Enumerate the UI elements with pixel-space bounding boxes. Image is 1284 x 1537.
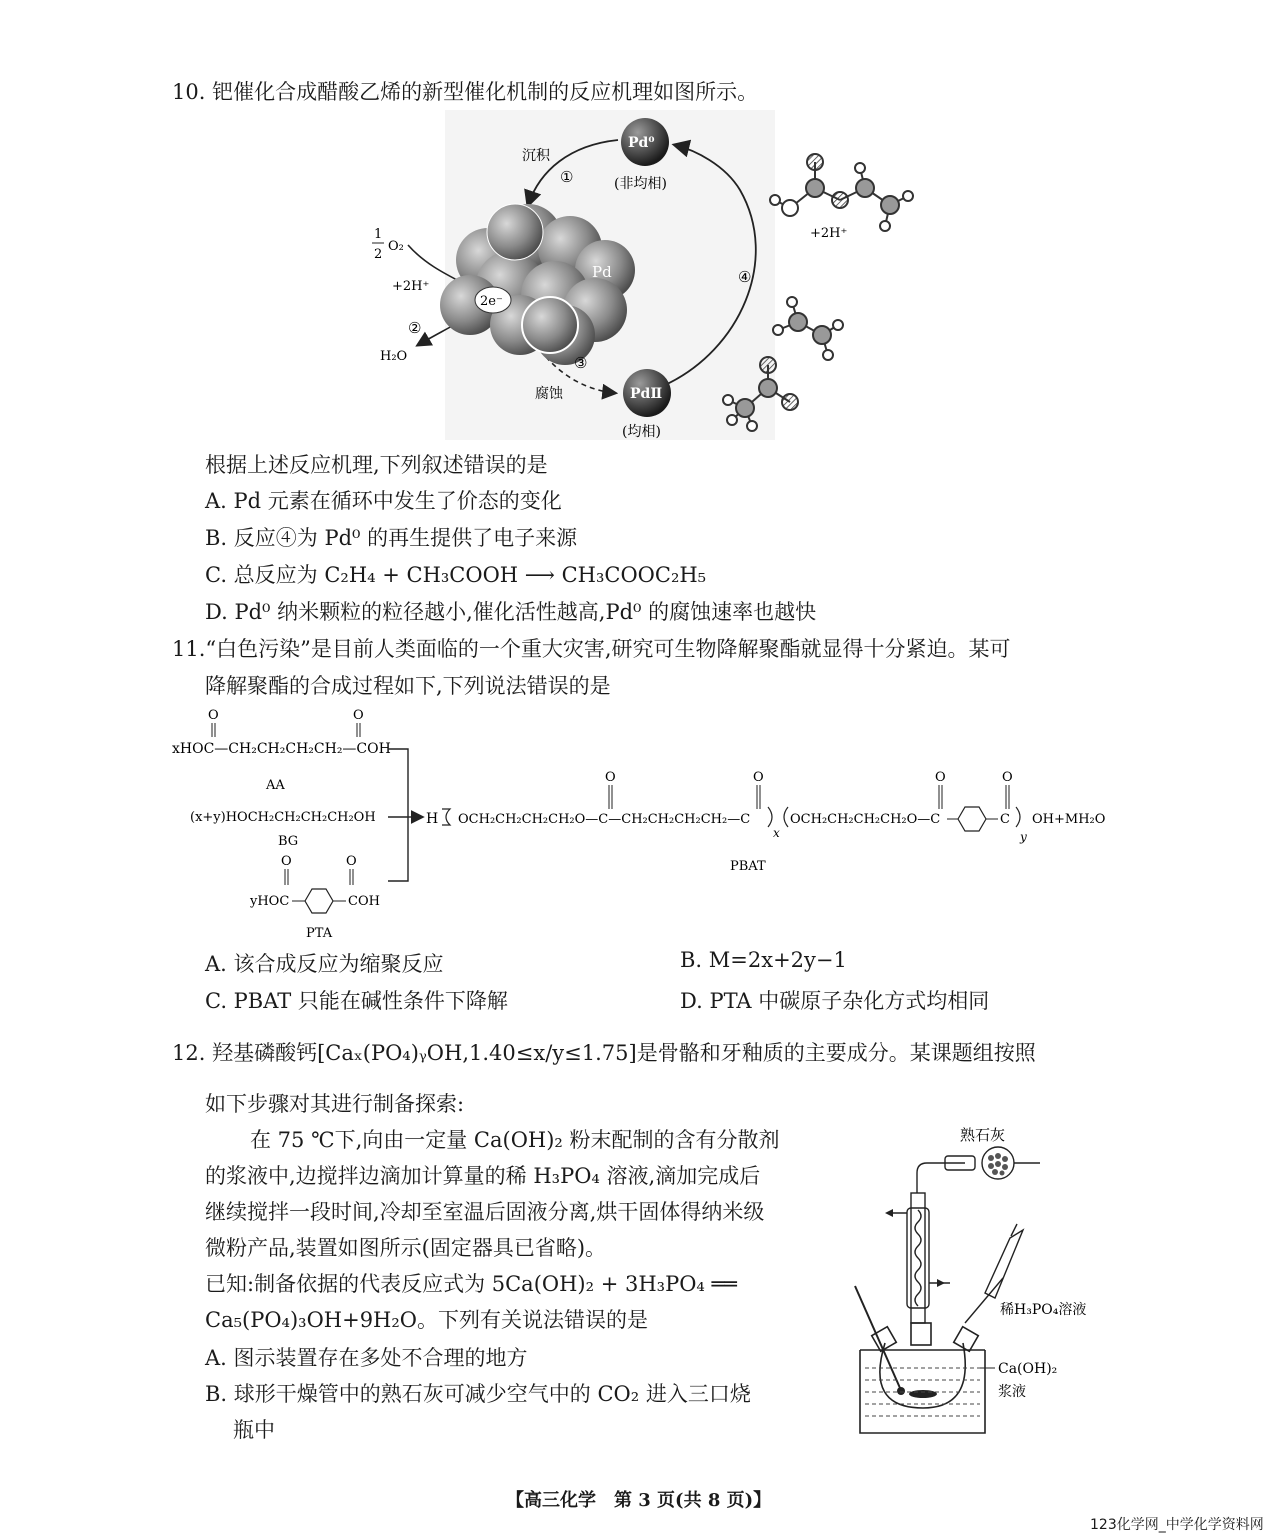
drying-tube	[917, 1147, 1040, 1193]
reactant-bracket	[388, 749, 408, 881]
q12-para-line2: 的浆液中,边搅拌边滴加计算量的稀 H₃PO₄ 溶液,滴加完成后	[205, 1164, 761, 1188]
q12-option-b-line1: B. 球形干燥管中的熟石灰可减少空气中的 CO₂ 进入三口烧	[205, 1382, 751, 1406]
pd2-phase: (均相)	[622, 424, 661, 440]
q12-stem-line2: 如下步骤对其进行制备探索:	[205, 1092, 465, 1116]
water-in-arrow	[937, 1279, 945, 1287]
product-segment2-end: C	[1000, 812, 1010, 827]
bath-liquid-lines	[865, 1368, 980, 1416]
o2-label: O₂	[388, 239, 404, 254]
q11-option-a: A. 该合成反应为缩聚反应	[205, 952, 444, 976]
page-footer: 【高三化学 第 3 页(共 8 页)】	[506, 1490, 772, 1511]
product-subscript-y: y	[1020, 830, 1027, 844]
pta-carbonyl-o1: O	[281, 854, 292, 869]
o2-numerator: 1	[374, 227, 383, 242]
pta-formula-left: yHOC	[250, 894, 290, 909]
step2-label: ②	[408, 319, 422, 337]
lime-label: 熟石灰	[960, 1126, 1006, 1144]
q12-para-line4: 微粉产品,装置如图所示(固定器具已省略)。	[205, 1236, 607, 1260]
step3-label: ③	[574, 354, 588, 372]
q12-known-line2: Ca₅(PO₄)₃OH+9H₂O。下列有关说法错误的是	[205, 1308, 649, 1332]
pta-name: PTA	[306, 926, 333, 941]
q12-option-a: A. 图示装置存在多处不合理的地方	[205, 1346, 528, 1370]
step4-label: ④	[738, 268, 752, 286]
product-carbonyl-o2: O	[753, 770, 764, 785]
aa-name: AA	[266, 778, 285, 793]
pbat-benzene-ring	[958, 807, 986, 831]
q11-option-b: B. M=2x+2y−1	[680, 948, 847, 972]
electron-label: 2e⁻	[480, 294, 503, 309]
product-carbonyl-o3: O	[935, 770, 946, 785]
stir-bar	[909, 1390, 937, 1398]
q12-apparatus-diagram	[845, 1118, 1115, 1448]
acid-label: 稀H₃PO₄溶液	[1000, 1302, 1087, 1318]
aa-carbonyl-o1: O	[208, 708, 219, 723]
q10-mechanism-diagram	[360, 110, 920, 445]
q11-synthesis-scheme	[170, 705, 1120, 945]
product-segment2: OCH₂CH₂CH₂CH₂O—C	[790, 812, 941, 827]
vinyl-acetate-molecule	[770, 154, 913, 231]
aa-formula: xHOC—CH₂CH₂CH₂CH₂—COH	[172, 741, 391, 757]
h-plus-left: +2H⁺	[392, 279, 430, 294]
ethylene-molecule	[773, 297, 843, 360]
pta-formula-right: COH	[348, 894, 380, 909]
aa-carbonyl-o2: O	[353, 708, 364, 723]
slurry-label-1: Ca(OH)₂	[998, 1361, 1058, 1377]
q12-para-line3: 继续搅拌一段时间,冷却至室温后固液分离,烘干固体得纳米级	[205, 1200, 765, 1224]
product-name: PBAT	[730, 859, 766, 874]
pd2-label: PdⅡ	[630, 386, 663, 402]
h-plus-right: +2H⁺	[810, 226, 848, 241]
pta-benzene-ring	[305, 889, 333, 913]
pd0-phase: (非均相)	[614, 176, 667, 192]
deposit-label: 沉积	[522, 148, 550, 164]
product-segment1: OCH₂CH₂CH₂CH₂O—C—CH₂CH₂CH₂CH₂—C	[458, 812, 751, 827]
bg-formula: (x+y)HOCH₂CH₂CH₂CH₂OH	[190, 810, 376, 825]
cluster-label: Pd	[592, 263, 612, 281]
q10-option-d: D. Pd⁰ 纳米颗粒的粒径越小,催化活性越高,Pd⁰ 的腐蚀速率也越快	[205, 600, 817, 624]
product-carbonyl-o4: O	[1002, 770, 1013, 785]
bg-name: BG	[278, 834, 299, 849]
q10-option-c: C. 总反应为 C₂H₄ + CH₃COOH ⟶ CH₃COOC₂H₅	[205, 563, 707, 587]
q10-option-b: B. 反应④为 Pd⁰ 的再生提供了电子来源	[205, 526, 578, 550]
q10-stem: 10. 钯催化合成醋酸乙烯的新型催化机制的反应机理如图所示。	[172, 80, 759, 104]
h2o-label: H₂O	[380, 349, 408, 364]
site-watermark: 123化学网_中学化学资料网	[1090, 1517, 1264, 1533]
q11-stem-line2: 降解聚酯的合成过程如下,下列说法错误的是	[205, 674, 611, 698]
q11-option-d: D. PTA 中碳原子杂化方式均相同	[680, 989, 990, 1013]
q12-option-b-line2: 瓶中	[233, 1418, 275, 1442]
pta-carbonyl-o2: O	[346, 854, 357, 869]
q10-prompt: 根据上述反应机理,下列叙述错误的是	[205, 453, 548, 477]
product-h: H	[426, 811, 439, 827]
q12-stem-line1: 12. 羟基磷酸钙[Caₓ(PO₄)ᵧOH,1.40≤x/y≤1.75]是骨骼和牙釉质的主要成分。某课题组按照	[172, 1041, 1036, 1065]
corrosion-label: 腐蚀	[535, 386, 563, 402]
product-tail: OH+MH₂O	[1032, 812, 1106, 827]
pd0-label: Pd⁰	[628, 135, 655, 151]
o2-denominator: 2	[374, 247, 383, 262]
water-out-arrow	[885, 1209, 893, 1217]
product-subscript-x: x	[773, 826, 780, 840]
product-carbonyl-o1: O	[605, 770, 616, 785]
q11-stem-line1: 11.“白色污染”是目前人类面临的一个重大灾害,研究可生物降解聚酯就显得十分紧迫。某可	[172, 637, 1011, 661]
q10-option-a: A. Pd 元素在循环中发生了价态的变化	[205, 489, 562, 513]
slurry-label-2: 浆液	[998, 1384, 1026, 1400]
reflux-condenser	[887, 1193, 950, 1323]
q11-option-c: C. PBAT 只能在碱性条件下降解	[205, 989, 508, 1013]
q12-para-line1: 在 75 ℃下,向由一定量 Ca(OH)₂ 粉末配制的含有分散剂	[250, 1128, 780, 1152]
step1-label: ①	[560, 168, 574, 186]
q12-known-line1: 已知:制备依据的代表反应式为 5Ca(OH)₂ + 3H₃PO₄ ══	[205, 1272, 737, 1296]
